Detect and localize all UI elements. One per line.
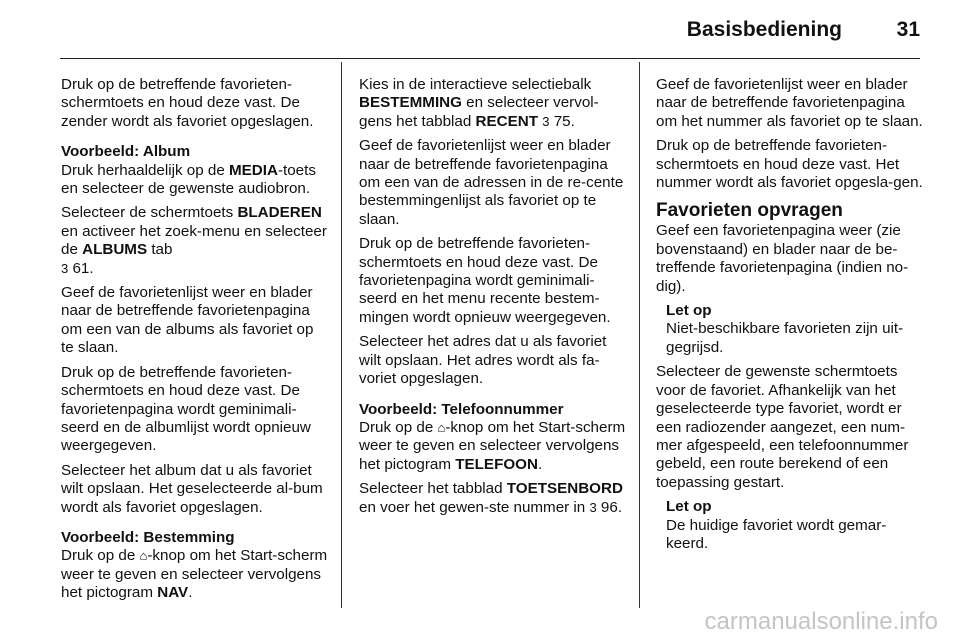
paragraph: Geef een favorietenpagina weer (zie bovenstaand) en blader naar de be-treffende favorietenpagina (indien no-dig). bbox=[656, 222, 909, 295]
paragraph: Kies in de interactieve selectiebalk BESTEMMING en selecteer vervol-gens het tabblad RECENT 3 75. bbox=[359, 76, 599, 130]
albums-keyword: ALBUMS bbox=[82, 241, 148, 259]
column-1 bbox=[61, 76, 329, 609]
paragraph: Selecteer het tabblad TOETSENBORD en voer het gewen-ste nummer in 3 96. bbox=[359, 480, 623, 516]
page-ref-icon: 3 bbox=[61, 260, 69, 276]
example-heading-album: Voorbeeld: Album bbox=[61, 143, 191, 161]
recent-keyword: RECENT bbox=[475, 112, 538, 130]
page-number: 31 bbox=[896, 18, 920, 41]
column-divider bbox=[639, 62, 640, 608]
note-text: De huidige favoriet wordt gemar-keerd. bbox=[666, 516, 887, 552]
media-keyword: MEDIA bbox=[229, 161, 278, 179]
paragraph: Druk op de betreffende favorieten-schermtoets en houd deze vast. Het nummer wordt als favoriet opgesla-gen. bbox=[656, 137, 923, 192]
bestemming-keyword: BESTEMMING bbox=[359, 94, 462, 112]
home-icon: ⌂ bbox=[139, 548, 148, 564]
paragraph: Druk herhaaldelijk op de MEDIA-toets en selecteer de gewenste audiobron. bbox=[61, 161, 316, 198]
telefoon-keyword: TELEFOON bbox=[455, 455, 538, 473]
note-box bbox=[666, 498, 924, 553]
paragraph: Druk op de betreffende favorieten-schermtoets en houd deze vast. De zender wordt als favoriet opgeslagen. bbox=[61, 76, 314, 130]
example-heading-phone: Voorbeeld: Telefoonnummer bbox=[359, 400, 564, 418]
paragraph: Geef de favorietenlijst weer en blader naar de betreffende favorietenpagina om een van de albums als favoriet op te slaan. bbox=[61, 284, 314, 357]
note-title: Let op bbox=[666, 302, 712, 320]
bladeren-keyword: BLADEREN bbox=[237, 204, 322, 222]
paragraph: Selecteer het album dat u als favoriet wilt opslaan. Het geselecteerde al-bum wordt als favoriet opgeslagen. bbox=[61, 461, 323, 516]
page-header bbox=[60, 0, 920, 58]
page-ref-icon: 3 bbox=[589, 499, 597, 515]
paragraph: Selecteer de gewenste schermtoets voor de favoriet. Afhankelijk van het geselecteerde type favoriet, wordt er een radiozender aangezet, een num-mer afgespeeld, een telefoonnummer gebeld, een route berekend of een toepassing gestart. bbox=[656, 363, 909, 491]
example-heading-destination: Voorbeeld: Bestemming bbox=[61, 528, 235, 546]
watermark: carmanualsonline.info bbox=[704, 608, 938, 635]
home-icon: ⌂ bbox=[437, 419, 446, 435]
toetsenbord-keyword: TOETSENBORD bbox=[506, 480, 623, 498]
header-rule bbox=[60, 58, 920, 59]
paragraph: Druk op de betreffende favorieten-schermtoets en houd deze vast. De favorietenpagina wordt geminimali-seerd en de albumlijst wordt opnieuw weergegeven. bbox=[61, 363, 311, 455]
column-2 bbox=[359, 76, 627, 523]
nav-keyword: NAV bbox=[157, 584, 189, 602]
paragraph: Druk op de ⌂-knop om het Start-scherm weer te geven en selecteer vervolgens het pictogram TELEFOON. bbox=[359, 418, 626, 473]
page-ref-icon: 3 bbox=[542, 113, 550, 129]
note-box bbox=[666, 302, 924, 357]
paragraph: Geef de favorietenlijst weer en blader naar de betreffende favorietenpagina om een van de adressen in de re-cente bestemmingenlijst als favoriet op te slaan. bbox=[359, 137, 624, 228]
paragraph: Druk op de ⌂-knop om het Start-scherm weer te geven en selecteer vervolgens het pictogram NAV. bbox=[61, 547, 328, 602]
column-divider bbox=[341, 62, 342, 608]
paragraph: Druk op de betreffende favorieten-schermtoets en houd deze vast. De favorietenpagina wordt geminimali-seerd en het menu recente bestem-mingen wordt opnieuw weergegeven. bbox=[359, 235, 611, 326]
paragraph: Geef de favorietenlijst weer en blader naar de betreffende favorietenpagina om het nummer als favoriet op te slaan. bbox=[656, 76, 923, 130]
column-3 bbox=[656, 76, 924, 559]
section-heading: Favorieten opvragen bbox=[656, 200, 843, 222]
paragraph: Selecteer de schermtoets BLADEREN en activeer het zoek-menu en selecteer de ALBUMS tab 3 61. bbox=[61, 204, 327, 277]
note-title: Let op bbox=[666, 498, 712, 516]
page-title: Basisbediening bbox=[686, 18, 842, 41]
note-text: Niet-beschikbare favorieten zijn uit-gegrijsd. bbox=[666, 320, 904, 356]
paragraph: Selecteer het adres dat u als favoriet wilt opslaan. Het adres wordt als fa-voriet opgeslagen. bbox=[359, 333, 607, 388]
